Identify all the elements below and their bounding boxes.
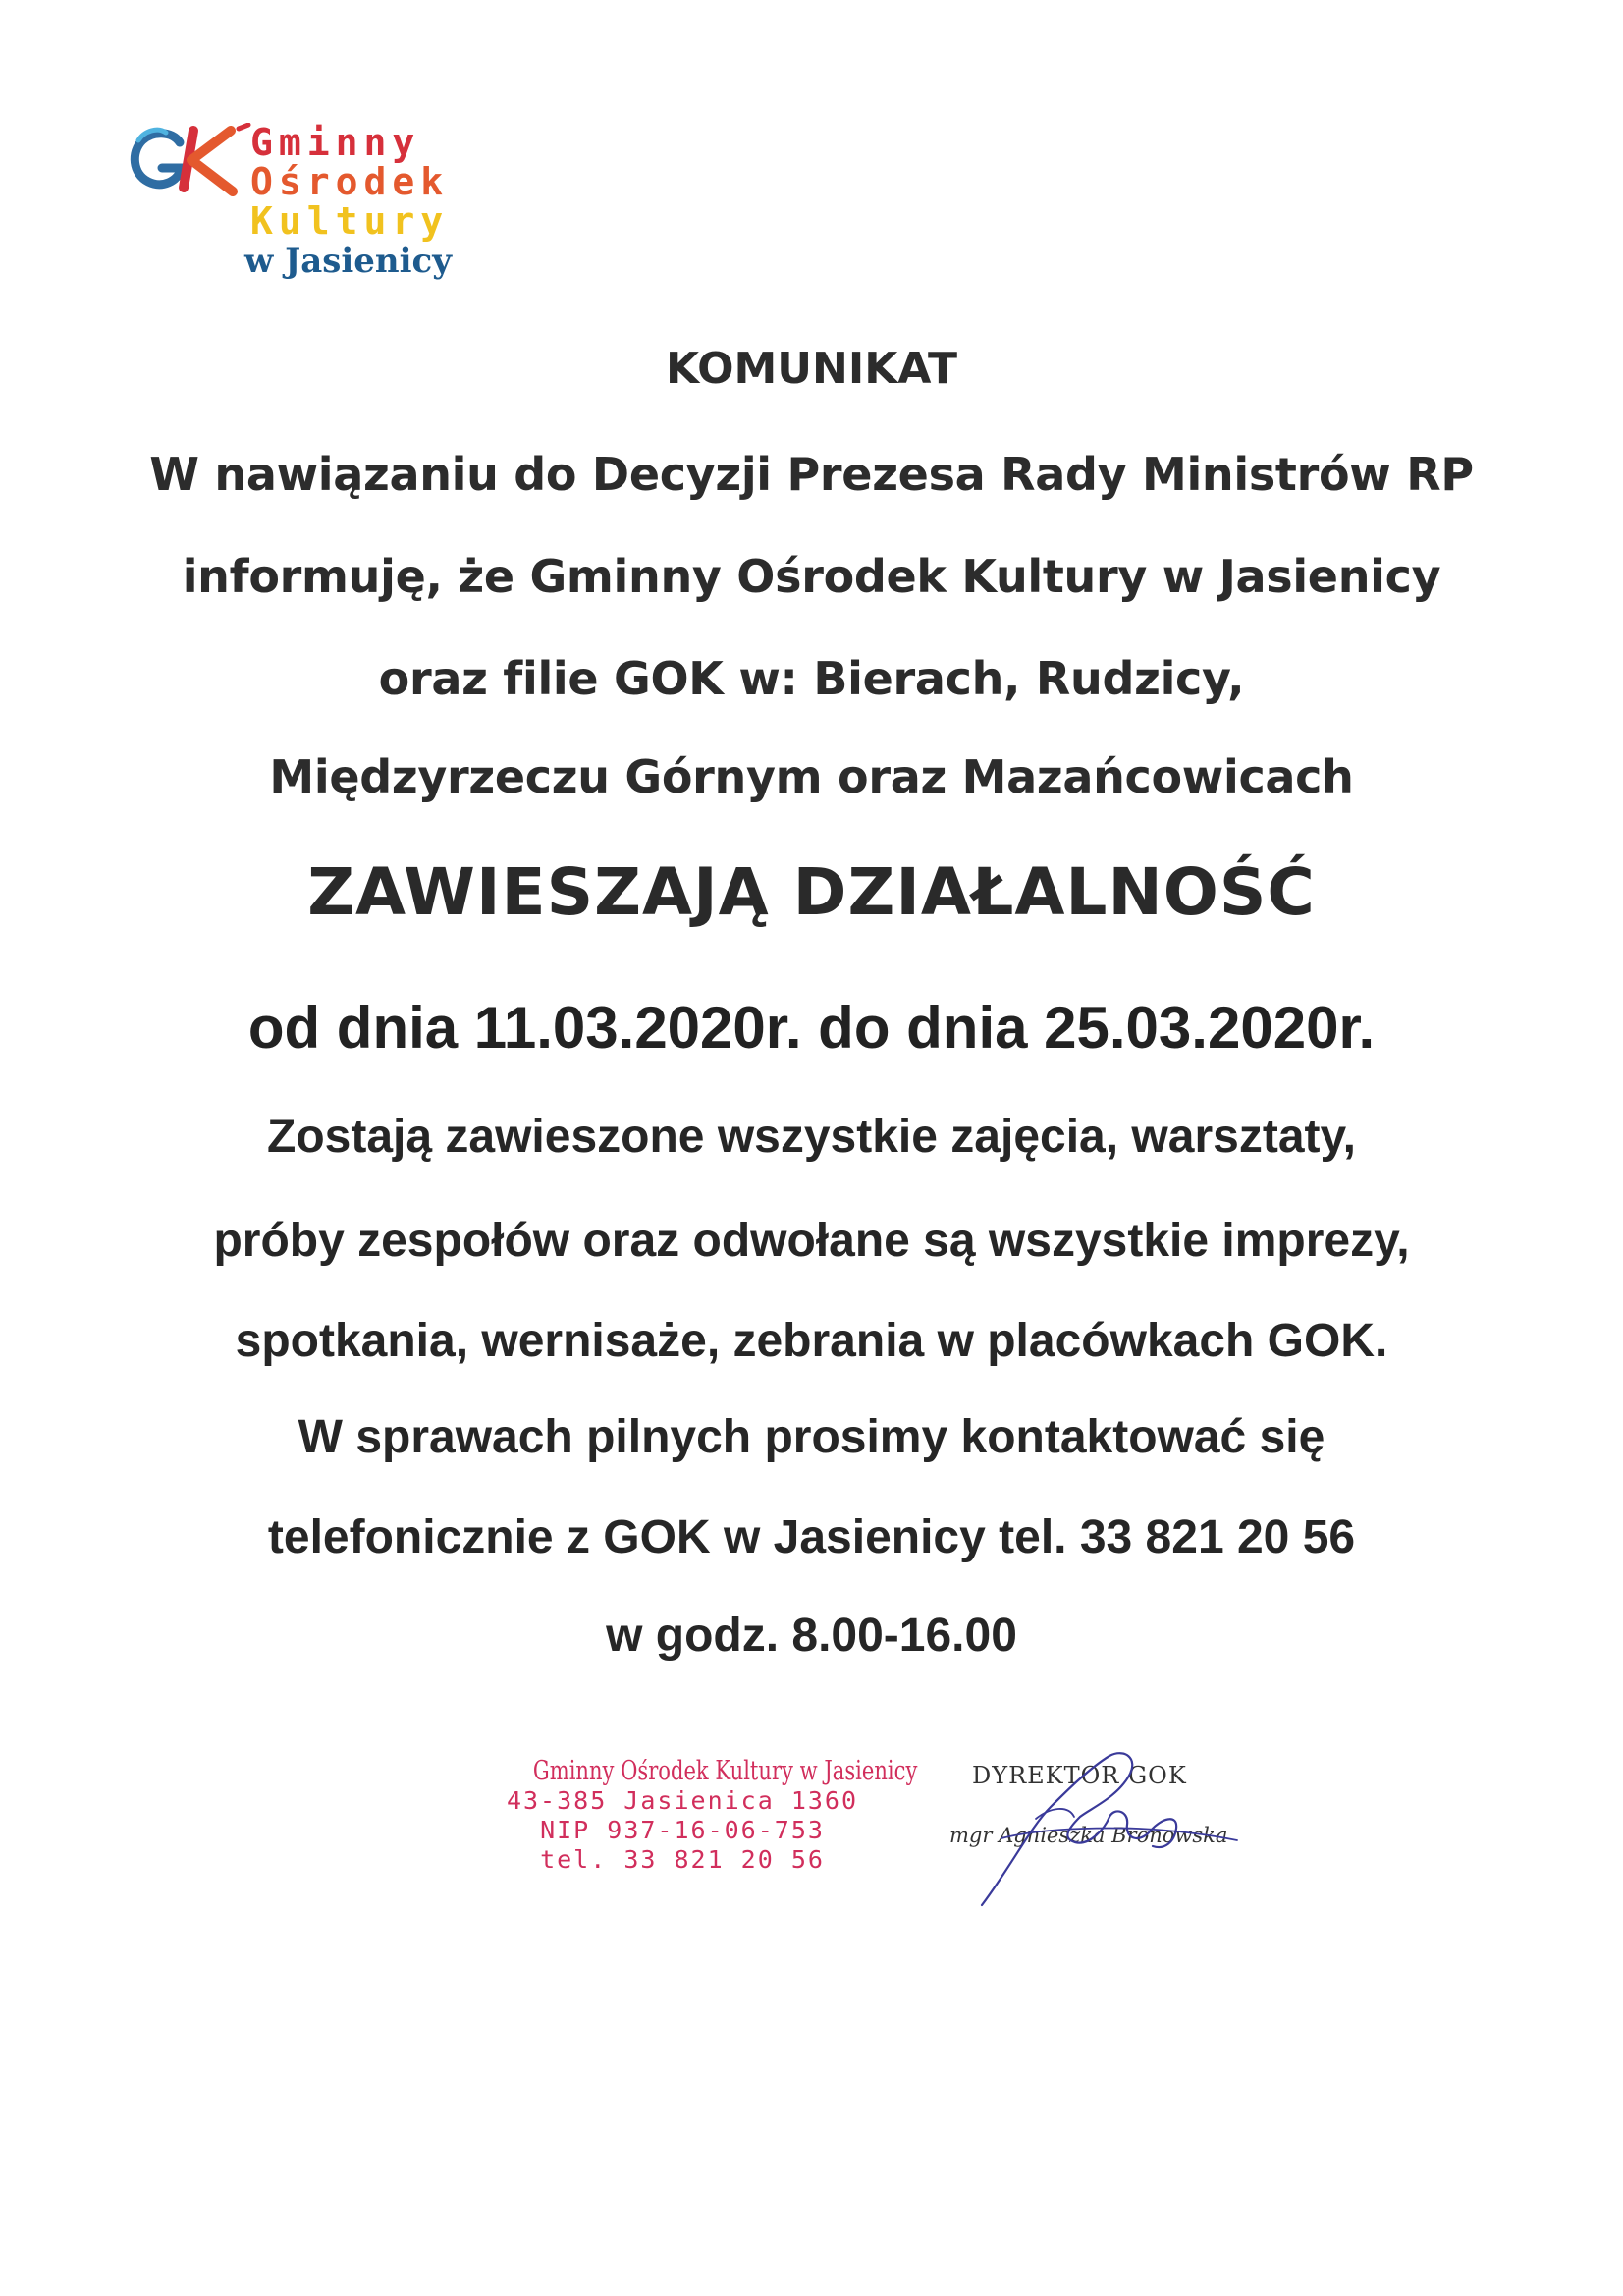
date-range: od dnia 11.03.2020r. do dnia 25.03.2020r. xyxy=(247,995,1376,1061)
director-role: DYREKTOR GOK xyxy=(972,1762,1187,1789)
stamp-nip: NIP 937-16-06-753 xyxy=(540,1816,825,1844)
intro-line: oraz filie GOK w: Bierach, Rudzicy, xyxy=(378,652,1245,705)
intro-line: informuję, że Gminny Ośrodek Kultury w Jasienicy xyxy=(182,550,1441,603)
director-signature-block xyxy=(943,1748,1257,1915)
handwritten-signature-icon xyxy=(943,1748,1257,1915)
institution-stamp xyxy=(491,1756,918,1875)
body-line: próby zespołów oraz odwołane są wszystkie imprezy, xyxy=(213,1215,1410,1267)
headline: ZAWIESZAJĄ DZIAŁALNOŚĆ xyxy=(307,854,1316,930)
stamp-address: 43-385 Jasienica 1360 xyxy=(506,1786,859,1815)
body-line: telefonicznie z GOK w Jasienicy tel. 33 821 20 56 xyxy=(267,1511,1356,1563)
body-line: W sprawach pilnych prosimy kontaktować się xyxy=(298,1411,1325,1463)
body-line: Zostają zawieszone wszystkie zajęcia, warsztaty, xyxy=(267,1111,1356,1163)
gk-logo-mark-icon xyxy=(123,123,255,196)
logo-line-4: w Jasienicy xyxy=(244,242,453,281)
director-name: mgr Agnieszka Bronowska xyxy=(949,1824,1228,1847)
logo-line-2: Ośrodek xyxy=(250,160,450,203)
document-title: KOMUNIKAT xyxy=(666,344,957,394)
logo-line-3: Kultury xyxy=(250,199,450,243)
gok-logo xyxy=(123,123,515,285)
intro-line: W nawiązaniu do Decyzji Prezesa Rady Ministrów RP xyxy=(149,448,1474,501)
stamp-phone: tel. 33 821 20 56 xyxy=(540,1845,825,1874)
body-line: w godz. 8.00-16.00 xyxy=(606,1610,1017,1662)
intro-line: Międzyrzeczu Górnym oraz Mazańcowicach xyxy=(269,750,1354,803)
body-line: spotkania, wernisaże, zebrania w placówkach GOK. xyxy=(235,1315,1388,1367)
logo-line-1: Gminny xyxy=(250,121,421,164)
stamp-name: Gminny Ośrodek Kultury w Jasienicy xyxy=(532,1756,918,1786)
